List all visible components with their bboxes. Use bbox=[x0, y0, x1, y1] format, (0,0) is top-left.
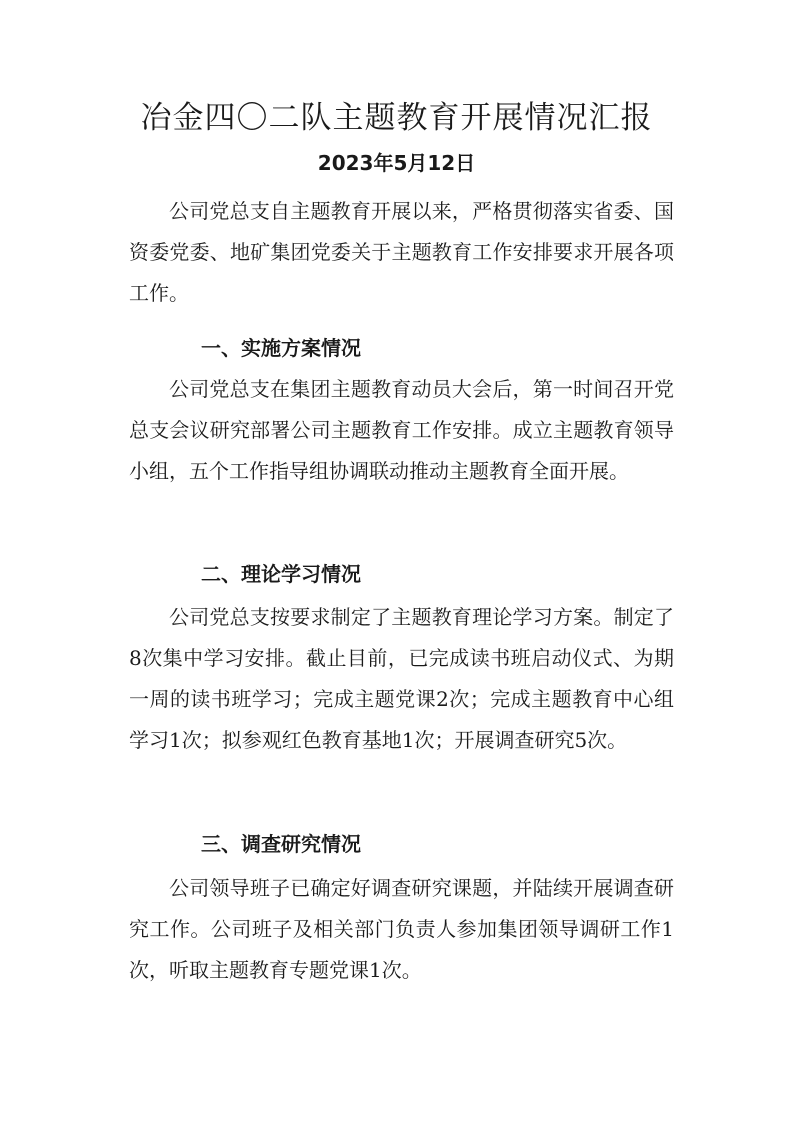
section-heading-implementation: 一、实施方案情况 bbox=[201, 336, 361, 360]
document-date: 2023年5月12日 bbox=[317, 151, 476, 175]
intro-paragraph: 公司党总支自主题教育开展以来，严格贯彻落实省委、国资委党委、地矿集团党委关于主题教育工作安排要求开展各项工作。 bbox=[129, 199, 674, 305]
section-heading-theory-study: 二、理论学习情况 bbox=[201, 562, 361, 586]
section-body-implementation: 公司党总支在集团主题教育动员大会后，第一时间召开党总支会议研究部署公司主题教育工作安排。成立主题教育领导小组，五个工作指导组协调联动推动主题教育全面开展。 bbox=[129, 377, 674, 483]
section-body-theory-study: 公司党总支按要求制定了主题教育理论学习方案。制定了8次集中学习安排。截止目前，已完成读书班启动仪式、为期一周的读书班学习；完成主题党课2次；完成主题教育中心组学习1次；拟参观红色教育基地1次；开展调查研究5次。 bbox=[129, 605, 674, 752]
section-heading-research: 三、调查研究情况 bbox=[201, 832, 361, 856]
section-body-research: 公司领导班子已确定好调查研究课题，并陆续开展调查研究工作。公司班子及相关部门负责人参加集团领导调研工作1次，听取主题教育专题党课1次。 bbox=[129, 876, 674, 982]
document-title: 冶金四〇二队主题教育开展情况汇报 bbox=[140, 100, 653, 136]
